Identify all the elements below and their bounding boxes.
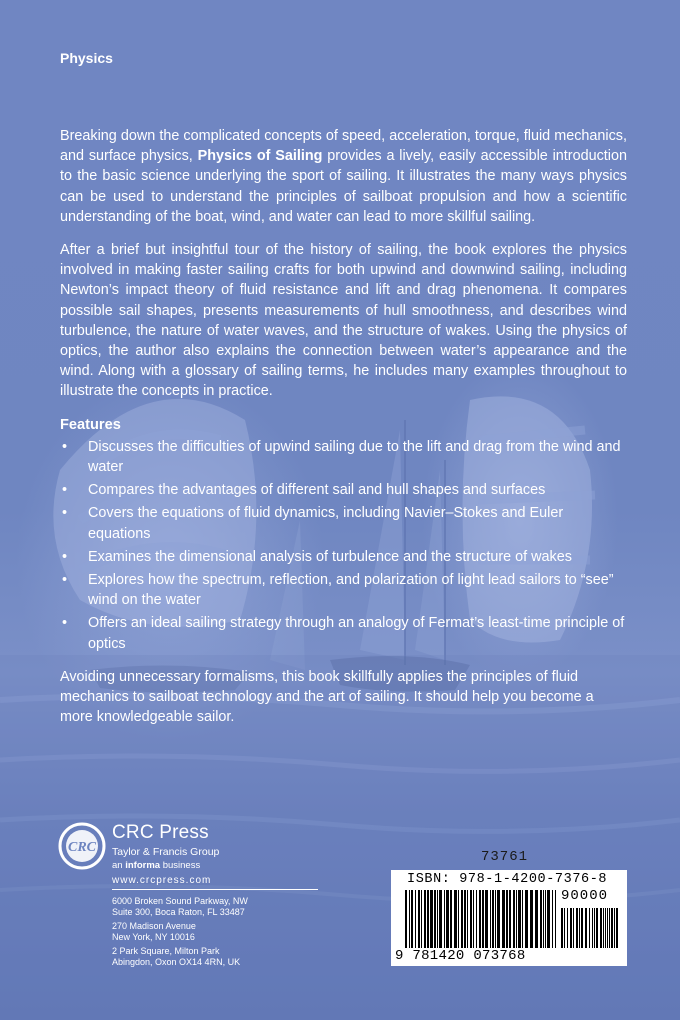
address-line: Abingdon, Oxon OX14 4RN, UK bbox=[112, 957, 241, 967]
barcode-bar bbox=[473, 890, 474, 948]
price-barcode-bar bbox=[561, 908, 563, 948]
feature-item bbox=[60, 613, 627, 653]
barcode-bar bbox=[547, 890, 550, 948]
barcode-bar bbox=[450, 890, 452, 948]
crc-logo-text: CRC bbox=[67, 840, 97, 855]
crc-logo-icon bbox=[58, 822, 106, 870]
barcode-bar bbox=[461, 890, 463, 948]
bullet-icon: • bbox=[62, 615, 68, 632]
barcode-bar bbox=[502, 890, 505, 948]
price-barcode-bar bbox=[585, 908, 587, 948]
address-line: New York, NY 10016 bbox=[112, 932, 195, 942]
barcode-bar bbox=[535, 890, 538, 948]
barcode-bar bbox=[437, 890, 438, 948]
price-barcode-bar bbox=[567, 908, 568, 948]
bullet-icon: • bbox=[62, 438, 68, 455]
price-barcode-bar bbox=[603, 908, 604, 948]
price-barcode-bar bbox=[592, 908, 593, 948]
barcode-bar bbox=[439, 890, 442, 948]
price-code: 90000 bbox=[561, 888, 609, 904]
intro-text-start: Breaking down the complicated concepts of speed, acceleration, torque, fluid mechanics, and surface physics, bbox=[60, 128, 627, 165]
barcode-bar bbox=[506, 890, 508, 948]
price-barcode-bar bbox=[579, 908, 580, 948]
publisher-website: www.crcpress.com bbox=[112, 875, 212, 886]
barcode-bar bbox=[444, 890, 445, 948]
ean-group-right: 073768 bbox=[473, 948, 526, 964]
barcode-bar bbox=[430, 890, 433, 948]
feature-item bbox=[60, 480, 627, 500]
bullet-icon: • bbox=[62, 548, 68, 565]
price-barcode-bar bbox=[609, 908, 610, 948]
address-line: 270 Madison Avenue bbox=[112, 921, 196, 931]
barcode-bar bbox=[518, 890, 521, 948]
address-new-york bbox=[112, 921, 196, 943]
divider bbox=[112, 889, 318, 890]
feature-item bbox=[60, 570, 627, 610]
price-barcode-bar bbox=[564, 908, 565, 948]
bullet-icon: • bbox=[62, 505, 68, 522]
barcode-bar bbox=[405, 890, 407, 948]
barcode-bar bbox=[516, 890, 517, 948]
feature-text: Examines the dimensional analysis of turbulence and the structure of wakes bbox=[88, 548, 572, 565]
ean-digits bbox=[395, 948, 526, 964]
barcode-bar bbox=[427, 890, 429, 948]
barcode-bar bbox=[540, 890, 542, 948]
business-prefix: an bbox=[112, 860, 126, 871]
address-boca-raton bbox=[112, 896, 248, 918]
barcode-bar bbox=[485, 890, 488, 948]
barcode-bar bbox=[458, 890, 459, 948]
business-suffix: business bbox=[160, 860, 201, 871]
barcode-bar bbox=[479, 890, 481, 948]
catalog-number: 73761 bbox=[481, 849, 529, 865]
feature-text: Covers the equations of fluid dynamics, including Navier–Stokes and Euler equations bbox=[88, 505, 564, 542]
barcode-bar bbox=[509, 890, 511, 948]
barcode-bar bbox=[522, 890, 523, 948]
features-list bbox=[60, 437, 627, 654]
price-barcode-bar bbox=[611, 908, 613, 948]
barcode-bar bbox=[454, 890, 457, 948]
feature-text: Explores how the spectrum, reflection, and polarization of light lead sailors to “see” wind on the water bbox=[88, 572, 614, 609]
bullet-icon: • bbox=[62, 482, 68, 499]
feature-text: Discusses the difficulties of upwind sailing due to the lift and drag from the wind and water bbox=[88, 438, 621, 476]
feature-item bbox=[60, 547, 627, 567]
isbn-text: ISBN: 978-1-4200-7376-8 bbox=[407, 872, 608, 887]
barcode-bar bbox=[434, 890, 436, 948]
barcode-bar bbox=[446, 890, 449, 948]
barcode-bar bbox=[418, 890, 420, 948]
closing-paragraph: Avoiding unnecessary formalisms, this book skillfully applies the principles of fluid mechanics to sailboat technology and the art of sailing. It should help you become a more knowledgeable sailor. bbox=[60, 668, 594, 726]
barcode-bar bbox=[421, 890, 422, 948]
barcode-bar bbox=[424, 890, 426, 948]
barcode-bar bbox=[490, 890, 491, 948]
price-barcode-bar bbox=[581, 908, 583, 948]
barcode-bar bbox=[525, 890, 528, 948]
intro-text-end: provides a lively, easily accessible introduction to the basic science underlying the sport of sailing. It illustrates the many ways physics can be used to understand the principles of sailboat propulsion and how a scientific understanding of the boat, wind, and water can lead to more skillful sailing. bbox=[60, 148, 627, 225]
features-heading: Features bbox=[60, 416, 121, 433]
book-description bbox=[60, 126, 627, 740]
publisher-name: CRC Press bbox=[112, 822, 209, 843]
address-line: 6000 Broken Sound Parkway, NW bbox=[112, 896, 248, 906]
barcode-bar bbox=[492, 890, 494, 948]
barcode-bar bbox=[497, 890, 500, 948]
barcode-bar bbox=[467, 890, 468, 948]
barcode-bar bbox=[543, 890, 544, 948]
price-barcode-bar bbox=[594, 908, 595, 948]
feature-text: Compares the advantages of different sail and hull shapes and surfaces bbox=[88, 482, 546, 499]
price-barcode-bar bbox=[616, 908, 618, 948]
barcode-bar bbox=[411, 890, 413, 948]
barcode-bar bbox=[513, 890, 515, 948]
bullet-icon: • bbox=[62, 572, 68, 589]
barcode-bar bbox=[476, 890, 477, 948]
history-paragraph: After a brief but insightful tour of the history of sailing, the book explores the physics involved in making faster sailing crafts for both upwind and downwind sailing, including Newton’s impact theory of fluid resistance and lift and drag phenomena. It compares possible sail shapes, presents measurements of hull smoothness, and describes wind turbulence, the nature of water waves, and the structure of wakes. Using the physics of optics, the author also explains the connection between water’s appearance and the wind. Along with a glossary of sailing terms, he includes many examples throughout to illustrate the concepts in practice. bbox=[60, 242, 627, 400]
category-label: Physics bbox=[60, 50, 113, 66]
barcode-bar bbox=[482, 890, 484, 948]
price-barcode-bar bbox=[605, 908, 606, 948]
publisher-business bbox=[112, 860, 200, 871]
price-barcode-bar bbox=[614, 908, 615, 948]
barcode-bar bbox=[555, 890, 556, 948]
address-line: Suite 300, Boca Raton, FL 33487 bbox=[112, 907, 245, 917]
price-barcode-bar bbox=[600, 908, 602, 948]
address-line: 2 Park Square, Milton Park bbox=[112, 946, 220, 956]
intro-paragraph bbox=[60, 126, 627, 227]
price-barcode-bar bbox=[607, 908, 608, 948]
barcode-bar bbox=[495, 890, 496, 948]
price-barcode-bar bbox=[573, 908, 574, 948]
price-barcode-bar bbox=[596, 908, 598, 948]
address-abingdon bbox=[112, 946, 240, 968]
price-barcode-bar bbox=[570, 908, 572, 948]
barcode-bar bbox=[415, 890, 416, 948]
ean-group-left: 781420 bbox=[412, 948, 465, 964]
price-barcode-bar bbox=[576, 908, 578, 948]
barcode-bar bbox=[470, 890, 472, 948]
price-barcode-bar bbox=[589, 908, 590, 948]
feature-item bbox=[60, 503, 627, 543]
feature-text: Offers an ideal sailing strategy through an analogy of Fermat’s least-time principle of optics bbox=[88, 615, 625, 652]
publisher-group: Taylor & Francis Group bbox=[112, 846, 220, 858]
ean-first-digit: 9 bbox=[395, 948, 404, 964]
barcode-bar bbox=[545, 890, 546, 948]
feature-item bbox=[60, 437, 627, 477]
barcode-bar bbox=[464, 890, 466, 948]
isbn-barcode bbox=[391, 870, 627, 966]
barcode-bar bbox=[409, 890, 410, 948]
barcode-bar bbox=[552, 890, 553, 948]
book-title-bold: Physics of Sailing bbox=[197, 148, 323, 165]
informa-wordmark: informa bbox=[125, 860, 161, 871]
barcode-bar bbox=[530, 890, 533, 948]
